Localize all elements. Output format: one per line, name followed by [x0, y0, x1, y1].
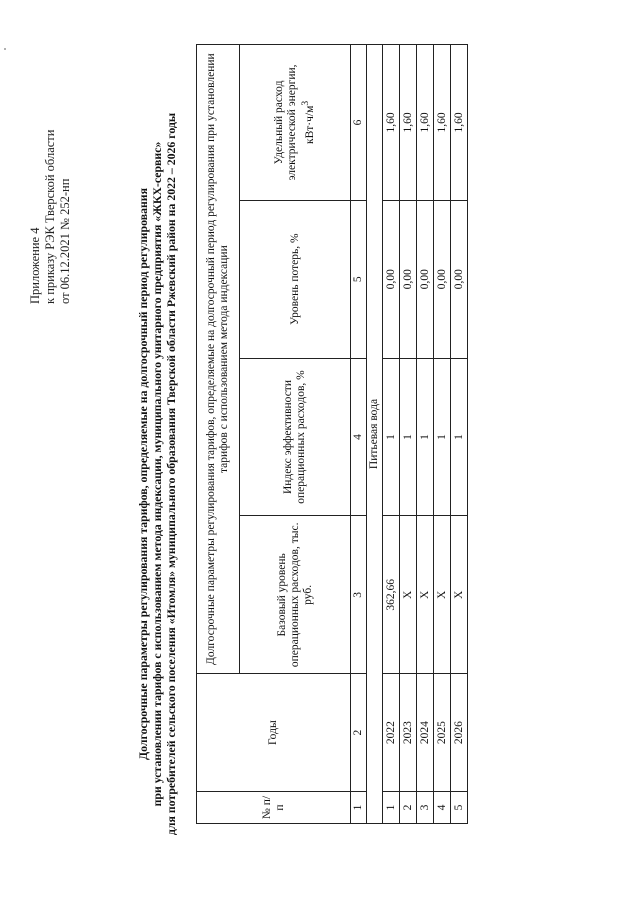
header-energy-text: Удельный расход электрической энергии, кВт·ч/м: [273, 64, 316, 181]
cell-energy: 1,60: [417, 45, 434, 201]
col-number: 3: [351, 516, 367, 674]
header-energy-sup: 3: [300, 100, 312, 106]
section-title: Питьевая вода: [367, 45, 383, 824]
appendix-line-2: к приказу РЭК Тверской области: [43, 129, 57, 304]
cell-efficiency-index: 1: [434, 358, 451, 516]
cell-efficiency-index: 1: [400, 358, 417, 516]
cell-loss-level: 0,00: [451, 200, 468, 358]
appendix-block: [28, 130, 73, 304]
cell-loss-level: 0,00: [434, 200, 451, 358]
cell-loss-level: 0,00: [400, 200, 417, 358]
header-number: № п/п: [197, 792, 351, 824]
col-number: 5: [351, 200, 367, 358]
table-row: [400, 45, 417, 824]
title-line-1: Долгосрочные параметры регулирования тарифов, определяемые на долгосрочный период регулирования: [136, 188, 150, 760]
section-row: [367, 45, 383, 824]
col-number: 4: [351, 358, 367, 516]
cell-number: 2: [400, 792, 417, 824]
cell-base-opex: X: [400, 516, 417, 674]
cell-base-opex: X: [451, 516, 468, 674]
cell-loss-level: 0,00: [383, 200, 400, 358]
scan-speck: [4, 48, 6, 50]
table-row: [417, 45, 434, 824]
cell-number: 1: [383, 792, 400, 824]
tariff-parameters-table: [196, 44, 468, 824]
header-years: Годы: [197, 674, 351, 792]
cell-efficiency-index: 1: [417, 358, 434, 516]
cell-year: 2026: [451, 674, 468, 792]
title-line-3: для потребителей сельского поселения «Итомля» муниципального образования Тверской области Ржевский район на 2022 – 2026 годы: [164, 112, 178, 836]
cell-number: 4: [434, 792, 451, 824]
cell-loss-level: 0,00: [417, 200, 434, 358]
cell-number: 5: [451, 792, 468, 824]
header-loss-level: Уровень потерь, %: [240, 200, 351, 358]
cell-efficiency-index: 1: [451, 358, 468, 516]
table-row: [383, 45, 400, 824]
col-number: 1: [351, 792, 367, 824]
cell-base-opex: 362,66: [383, 516, 400, 674]
appendix-line-1: Приложение 4: [28, 227, 42, 304]
col-number: 6: [351, 45, 367, 201]
table-row: [434, 45, 451, 824]
header-energy-consumption: [240, 45, 351, 201]
cell-base-opex: X: [417, 516, 434, 674]
header-base-opex: Базовый уровень операционных расходов, тыс. руб.: [240, 516, 351, 674]
cell-year: 2023: [400, 674, 417, 792]
cell-base-opex: X: [434, 516, 451, 674]
cell-energy: 1,60: [383, 45, 400, 201]
appendix-line-3: от 06.12.2021 № 252-нп: [58, 178, 72, 304]
cell-year: 2024: [417, 674, 434, 792]
header-efficiency-index: Индекс эффективности операционных расходов, %: [240, 358, 351, 516]
col-number: 2: [351, 674, 367, 792]
cell-year: 2022: [383, 674, 400, 792]
cell-energy: 1,60: [434, 45, 451, 201]
cell-energy: 1,60: [400, 45, 417, 201]
column-numbers-row: [351, 45, 367, 824]
cell-number: 3: [417, 792, 434, 824]
document-title: [136, 84, 178, 864]
table-row: [451, 45, 468, 824]
cell-energy: 1,60: [451, 45, 468, 201]
cell-efficiency-index: 1: [383, 358, 400, 516]
cell-year: 2025: [434, 674, 451, 792]
title-line-2: при установлении тарифов с использованием метода индексации, муниципального унитарного предприятия «ЖКХ-сервис»: [150, 141, 164, 807]
header-group: Долгосрочные параметры регулирования тарифов, определяемые на долгосрочный период регулирования при установлении тарифов с использованием метода индексации: [197, 45, 240, 674]
